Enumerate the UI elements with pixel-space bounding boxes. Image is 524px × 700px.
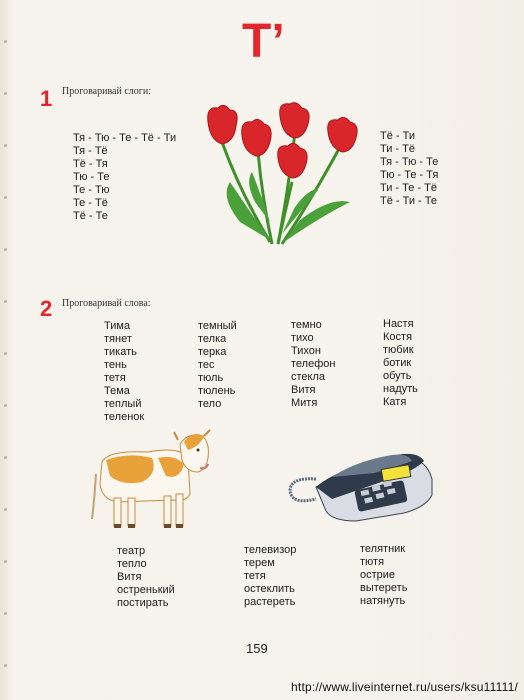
word-item: острие xyxy=(360,569,396,581)
word-item: тютя xyxy=(360,556,385,568)
binding-dot xyxy=(4,404,7,407)
syllable-line: Тю - Те - Тя xyxy=(380,169,439,181)
binding-dot xyxy=(4,40,7,43)
word-item: стекла xyxy=(291,371,326,383)
word-item: тетя xyxy=(244,570,266,582)
word-item: темный xyxy=(198,320,237,332)
binding-dot xyxy=(4,300,7,303)
syllable-line: Тё - Тя xyxy=(73,158,108,170)
syllable-line: Тё - Те xyxy=(73,210,108,222)
syllable-line: Те - Тё xyxy=(73,197,108,209)
syllable-line: Тя - Тю - Те xyxy=(380,156,439,168)
syllables-right-column xyxy=(380,130,438,208)
calf-icon xyxy=(88,424,213,534)
word-item: обуть xyxy=(383,370,412,382)
spine-binding xyxy=(4,0,10,700)
word-item: терем xyxy=(244,557,275,569)
binding-dot xyxy=(4,144,7,147)
binding-dot xyxy=(4,352,7,355)
word-item: тело xyxy=(198,398,222,410)
word-item: тес xyxy=(198,359,215,371)
word-item: тень xyxy=(104,359,127,371)
word-item: растереть xyxy=(244,596,296,608)
syllable-line: Тё - Ти - Те xyxy=(380,195,437,207)
word-item: остренький xyxy=(117,584,175,596)
word-item: Тихон xyxy=(291,345,321,357)
word-item: телятник xyxy=(360,543,406,555)
word-item: остеклить xyxy=(244,583,295,595)
syllable-line: Тё - Ти xyxy=(380,130,415,142)
exercise-1-instruction: Проговаривай слоги: xyxy=(62,86,151,97)
word-item: Катя xyxy=(383,396,407,408)
word-item: телка xyxy=(198,333,227,345)
word-item: надуть xyxy=(383,383,418,395)
binding-dot xyxy=(4,92,7,95)
word-item: Витя xyxy=(291,384,316,396)
syllable-line: Ти - Те - Тё xyxy=(380,182,437,194)
word-item: постирать xyxy=(117,597,169,609)
word-item: Тема xyxy=(104,385,130,397)
exercise-2-number: 2 xyxy=(40,296,53,321)
word-item: темно xyxy=(291,319,322,331)
word-item: вытереть xyxy=(360,582,408,594)
bottom-words-column-1 xyxy=(117,545,175,610)
binding-dot xyxy=(4,196,7,199)
bottom-words-column-2 xyxy=(244,544,296,609)
syllable-line: Тю - Те xyxy=(73,171,110,183)
word-item: терка xyxy=(198,346,227,358)
word-item: Тима xyxy=(104,320,131,332)
watermark-url: http://www.liveinternet.ru/users/ksu11111/ xyxy=(291,680,518,694)
word-item: Митя xyxy=(291,397,318,409)
binding-dot xyxy=(4,456,7,459)
binding-dot xyxy=(4,508,7,511)
telephone-icon xyxy=(286,447,438,522)
tulips-icon xyxy=(200,102,365,254)
words-column-3 xyxy=(291,319,335,410)
page-number: 159 xyxy=(246,641,268,656)
word-item: тюль xyxy=(198,372,224,384)
word-item: телевизор xyxy=(244,544,297,556)
word-item: натянуть xyxy=(360,595,406,607)
syllable-line: Тя - Тё xyxy=(73,145,108,157)
page-heading: Т’ xyxy=(242,15,285,68)
word-item: теплый xyxy=(104,398,142,410)
word-item: тихо xyxy=(291,332,314,344)
word-item: теленок xyxy=(104,411,145,423)
words-column-1 xyxy=(104,320,144,424)
syllable-line: Тя - Тю - Те - Тё - Ти xyxy=(73,132,177,144)
word-item: тикать xyxy=(104,346,137,358)
word-item: тепло xyxy=(117,558,147,570)
binding-dot xyxy=(4,612,7,615)
binding-dot xyxy=(4,248,7,251)
binding-dot xyxy=(4,560,7,563)
word-item: тетя xyxy=(104,372,126,384)
syllables-left-column xyxy=(73,132,176,223)
word-item: Витя xyxy=(117,571,142,583)
words-column-2 xyxy=(198,320,237,411)
word-item: тянет xyxy=(104,333,132,345)
syllable-line: Ти - Тё xyxy=(380,143,415,155)
words-column-4 xyxy=(383,318,418,409)
word-item: театр xyxy=(117,545,146,557)
word-item: тюбик xyxy=(383,344,414,356)
word-item: тюлень xyxy=(198,385,236,397)
word-item: Настя xyxy=(383,318,414,330)
binding-dot xyxy=(4,664,7,667)
word-item: Костя xyxy=(383,331,413,343)
exercise-1-number: 1 xyxy=(40,86,53,111)
exercise-2-instruction: Проговаривай слова: xyxy=(62,298,151,309)
word-item: телефон xyxy=(291,358,336,370)
bottom-words-column-3 xyxy=(360,543,407,608)
word-item: ботик xyxy=(383,357,412,369)
syllable-line: Те - Тю xyxy=(73,184,110,196)
